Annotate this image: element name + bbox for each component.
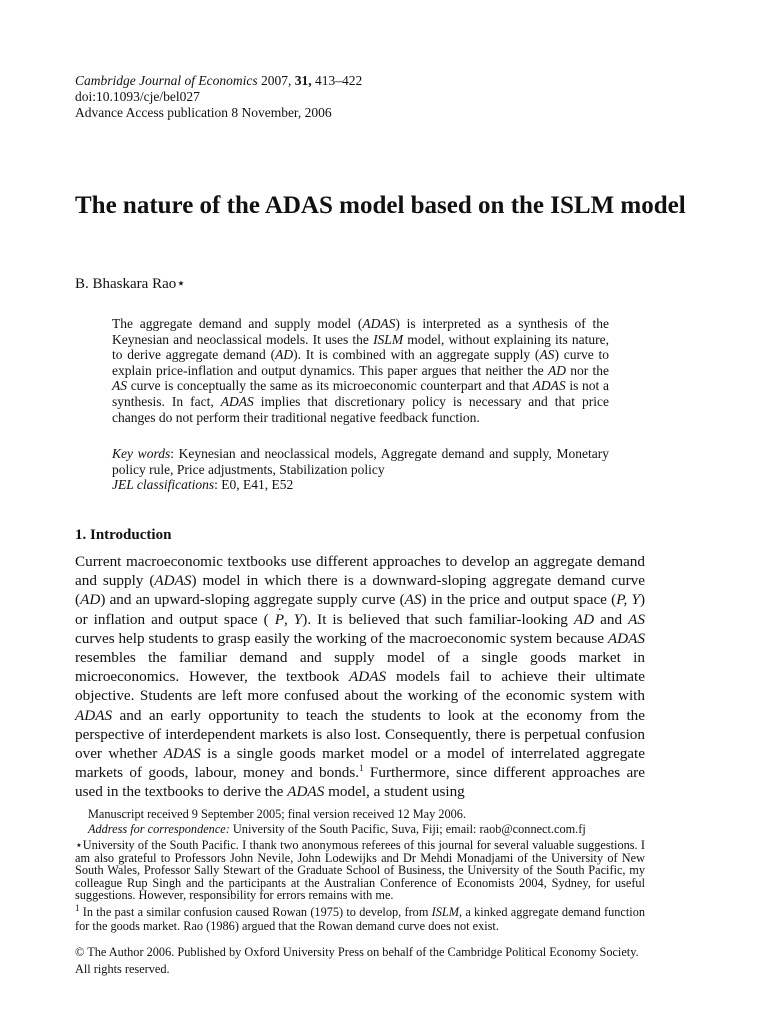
citation-line (75, 73, 362, 89)
journal-year: 2007, (260, 73, 292, 88)
abstract-term: AS (539, 347, 555, 363)
keywords-label: Key words (112, 446, 171, 461)
body-term: ADAS (607, 629, 645, 647)
footnote-ref: 1 (359, 763, 364, 774)
abstract-text: model, without explaining its nature, to derive aggregate demand ( (112, 331, 609, 363)
abstract-text: ). It is combined with an aggregate supply ( (293, 347, 540, 363)
correspondence-line (88, 822, 648, 837)
address-label: Address for correspondence: (88, 821, 230, 836)
footnote-term: ISLM (431, 905, 459, 919)
jel-classifications (112, 477, 293, 493)
journal-volume: 31, (294, 73, 312, 88)
journal-name: Cambridge Journal of Economics (75, 73, 258, 88)
footnote-1 (75, 902, 645, 933)
doi: doi:10.1093/cje/bel027 (75, 89, 200, 104)
body-text: resembles the familiar demand and supply model of a single goods market in microeconomics. However, the textbook (75, 649, 645, 686)
star-mark: ⋆ (75, 838, 83, 852)
abstract-text: nor the (565, 362, 609, 378)
body-term: AS (628, 610, 645, 628)
body-text: ). It is believed that such familiar-looking (302, 610, 574, 628)
paper-title: The nature of the ADAS model based on the ISLM model (75, 192, 686, 219)
jel-text: : E0, E41, E52 (214, 477, 294, 492)
body-text: ) model in which there is a downward-sloping aggregate demand curve ( (75, 572, 645, 609)
abstract-term: ADAS (220, 393, 254, 409)
journal-pages: 413–422 (314, 73, 363, 88)
body-term: AD (80, 591, 101, 609)
abstract-text: ) is interpreted as a synthesis of the Keynesian and neoclassical models. It uses the (112, 316, 609, 347)
abstract-term: ADAS (362, 316, 396, 331)
copyright-line: © The Author 2006. Published by Oxford University Press on behalf of the Cambridge Political Economy Society. (75, 945, 639, 959)
abstract-text: The aggregate demand and supply model ( (112, 316, 363, 331)
body-text: and (594, 610, 629, 628)
author-line (75, 274, 186, 293)
body-term: ADAS (287, 783, 325, 801)
star-text: University of the South Pacific. I thank two anonymous referees of this journal for several valuable suggestions. I am also grateful to Professors John Nevile, John Lodewijks and Dr Mehdi Monadjami of the University of New South Wales, Professor Sally Stewart of the Graduate School of Business, the University of the South Pacific, my colleague Rup Singh and the participants at the Australian Conference of Economists 2004, Sydney, for useful suggestions. However, responsibility for errors remains with me. (75, 838, 645, 902)
abstract-term: ADAS (532, 378, 566, 394)
body-text: is a single goods market model or a model of interrelated aggregate markets of goods, labour, money and bonds. (75, 745, 646, 782)
keywords (112, 446, 609, 477)
abstract-term: ISLM (373, 331, 404, 347)
body-term: ADAS (349, 668, 387, 686)
abstract-text: is not a synthesis. In fact, (112, 378, 609, 409)
body-text: models fail to achieve their ultimate objective. Students are left more confused about the working of the economic system with (75, 668, 645, 705)
body-term: AD (573, 610, 595, 628)
body-term: , Y (284, 610, 303, 628)
manuscript-dates: Manuscript received 9 September 2005; final version received 12 May 2006. (88, 807, 467, 821)
address-text: University of the South Pacific, Suva, Fiji; email: raob@connect.com.fj (229, 821, 586, 836)
abstract-term: AD (547, 362, 566, 378)
body-term: P, Y (616, 591, 640, 609)
intro-paragraph (75, 552, 645, 802)
author-footnote (75, 839, 645, 902)
body-term: ADAS (75, 706, 113, 724)
advance-access: Advance Access publication 8 November, 2006 (75, 105, 332, 120)
rights-line: All rights reserved. (75, 961, 170, 976)
body-text: curves help students to grasp easily the working of the macroeconomic system because (75, 629, 608, 647)
body-text: Current macroeconomic textbooks use different approaches to develop an aggregate demand and supply ( (75, 553, 645, 590)
p-dot-symbol: · P (275, 610, 284, 629)
body-text: ) or inflation and output space ( (75, 591, 646, 628)
abstract (112, 316, 609, 425)
body-text: and an early opportunity to teach the students to look at the economy from the perspective of interdependent markets is also lost. Consequently, there is perpetual confusion over whether (75, 706, 645, 763)
manuscript-note (88, 807, 648, 836)
body-term: AS (404, 591, 422, 609)
body-text: model, a student using (324, 783, 465, 801)
body-text: ) in the price and output space ( (421, 591, 617, 609)
footnote-text: In the past a similar confusion caused Rowan (1975) to develop, from (79, 905, 432, 919)
abstract-text: implies that discretionary policy is necessary and that price changes do not perform their traditional negative feedback function. (112, 393, 609, 425)
body-term: ADAS (163, 745, 201, 763)
jel-label: JEL classifications (112, 477, 215, 492)
keywords-text: : Keynesian and neoclassical models, Aggregate demand and supply, Monetary policy rule, Price adjustments, Stabilization policy (112, 446, 609, 477)
abstract-text: curve is conceptually the same as its microeconomic counterpart and that (127, 378, 533, 394)
author-name: B. Bhaskara Rao (75, 276, 177, 292)
abstract-term: AS (112, 378, 127, 394)
footnote-text: , a kinked aggregate demand function for the goods market. Rao (1986) argued that the Rowan demand curve does not exist. (75, 905, 645, 933)
body-text: Furthermore, since different approaches are used in the textbooks to derive the (75, 764, 645, 801)
copyright (75, 944, 655, 977)
abstract-term: AD (275, 347, 294, 363)
author-footnote-mark: ⋆ (176, 276, 186, 292)
footnote-1-mark: 1 (75, 902, 80, 913)
body-term: ADAS (154, 572, 192, 590)
body-text: ) and an upward-sloping aggregate supply curve ( (100, 591, 405, 609)
abstract-text: ) curve to explain price-inflation and output dynamics. This paper argues that neither the (112, 347, 609, 378)
journal-header (75, 73, 362, 121)
section-heading: 1. Introduction (75, 527, 172, 543)
